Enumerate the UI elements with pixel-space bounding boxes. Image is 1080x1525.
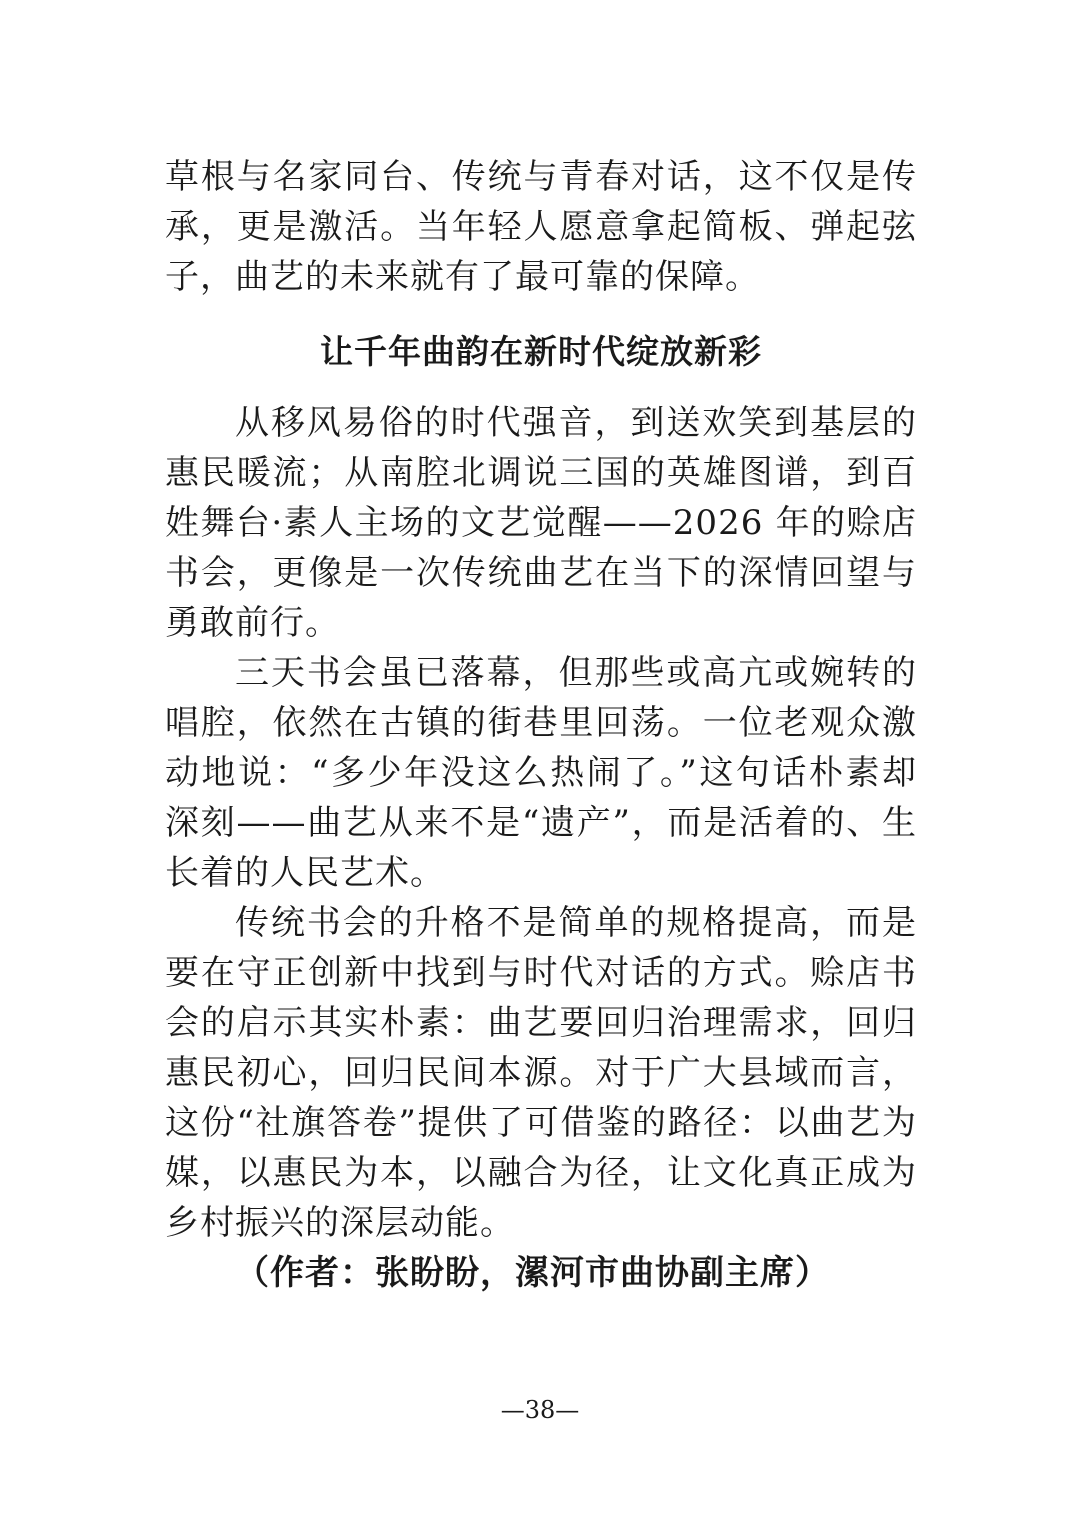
paragraph-2: 三天书会虽已落幕，但那些或高亢或婉转的唱腔，依然在古镇的街巷里回荡。一位老观众激动地说：“多少年没这么热闹了。”这句话朴素却深刻——曲艺从来不是“遗产”，而是活着的、生长着的人民艺术。	[165, 653, 917, 893]
author-byline: （作者：张盼盼，漯河市曲协副主席）	[235, 1253, 830, 1293]
section-heading: 让千年曲韵在新时代绽放新彩	[320, 332, 762, 371]
article-body	[165, 152, 917, 1298]
page-number: —38—	[500, 1396, 580, 1424]
paragraph-1: 从移风易俗的时代强音，到送欢笑到基层的惠民暖流；从南腔北调说三国的英雄图谱，到百姓舞台·素人主场的文艺觉醒——2026 年的赊店书会，更像是一次传统曲艺在当下的深情回望与勇敢前行。	[165, 403, 917, 643]
paragraph-3: 传统书会的升格不是简单的规格提高，而是要在守正创新中找到与时代对话的方式。赊店书会的启示其实朴素：曲艺要回归治理需求，回归惠民初心，回归民间本源。对于广大县域而言，这份“社旗答卷”提供了可借鉴的路径：以曲艺为媒，以惠民为本，以融合为径，让文化真正成为乡村振兴的深层动能。	[165, 903, 917, 1243]
paragraph-continued: 草根与名家同台、传统与青春对话，这不仅是传承，更是激活。当年轻人愿意拿起简板、弹起弦子，曲艺的未来就有了最可靠的保障。	[165, 157, 917, 297]
